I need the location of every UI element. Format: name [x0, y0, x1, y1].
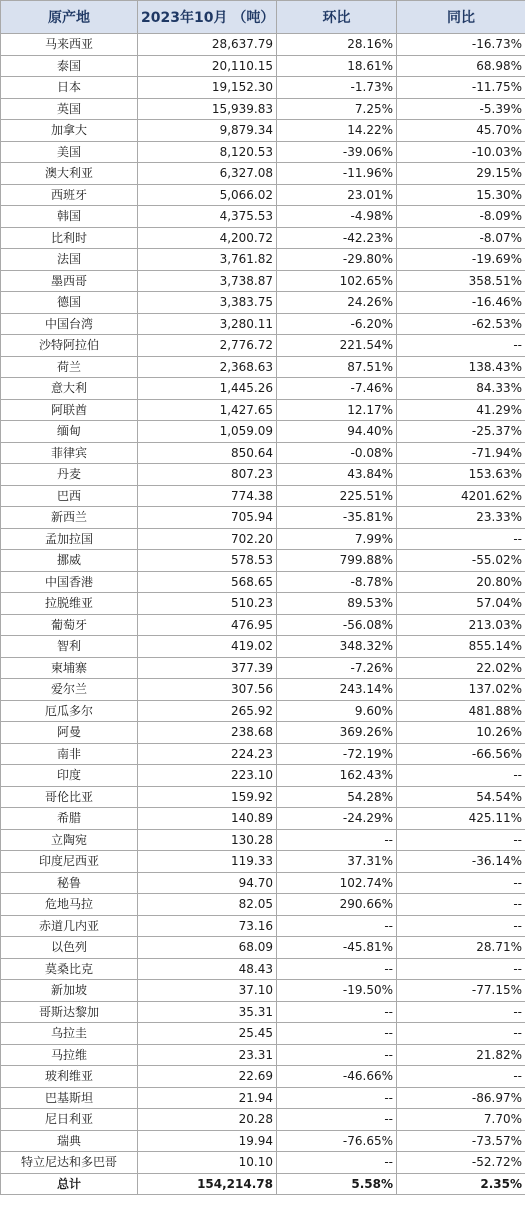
- volume-cell: 568.65: [138, 571, 277, 593]
- volume-cell: 6,327.08: [138, 163, 277, 185]
- origin-cell: 瑞典: [1, 1130, 138, 1152]
- table-row: [1, 335, 525, 357]
- table-row: [1, 120, 525, 142]
- volume-cell: 1,445.26: [138, 378, 277, 400]
- origin-cell: 印度尼西亚: [1, 851, 138, 873]
- table-body: [1, 34, 525, 1174]
- mom-cell: -46.66%: [277, 1066, 397, 1088]
- table-row: [1, 937, 525, 959]
- origin-cell: 丹麦: [1, 464, 138, 486]
- yoy-cell: -19.69%: [397, 249, 525, 271]
- mom-cell: 7.99%: [277, 528, 397, 550]
- mom-cell: --: [277, 1087, 397, 1109]
- yoy-cell: -8.07%: [397, 227, 525, 249]
- volume-cell: 3,738.87: [138, 270, 277, 292]
- mom-cell: --: [277, 1152, 397, 1174]
- mom-cell: 7.25%: [277, 98, 397, 120]
- volume-cell: 10.10: [138, 1152, 277, 1174]
- table-row: [1, 593, 525, 615]
- origin-cell: 印度: [1, 765, 138, 787]
- volume-cell: 3,761.82: [138, 249, 277, 271]
- yoy-cell: 45.70%: [397, 120, 525, 142]
- volume-cell: 774.38: [138, 485, 277, 507]
- mom-cell: 43.84%: [277, 464, 397, 486]
- mom-cell: --: [277, 915, 397, 937]
- table-row: [1, 980, 525, 1002]
- mom-cell: -56.08%: [277, 614, 397, 636]
- volume-cell: 21.94: [138, 1087, 277, 1109]
- volume-cell: 705.94: [138, 507, 277, 529]
- volume-cell: 25.45: [138, 1023, 277, 1045]
- volume-cell: 22.69: [138, 1066, 277, 1088]
- origin-cell: 尼日利亚: [1, 1109, 138, 1131]
- origin-cell: 墨西哥: [1, 270, 138, 292]
- mom-cell: --: [277, 829, 397, 851]
- origin-cell: 美国: [1, 141, 138, 163]
- yoy-cell: -66.56%: [397, 743, 525, 765]
- origin-cell: 莫桑比克: [1, 958, 138, 980]
- table-row: [1, 206, 525, 228]
- mom-cell: -39.06%: [277, 141, 397, 163]
- origin-cell: 德国: [1, 292, 138, 314]
- mom-cell: -7.26%: [277, 657, 397, 679]
- volume-cell: 119.33: [138, 851, 277, 873]
- origin-cell: 新加坡: [1, 980, 138, 1002]
- table-row: [1, 464, 525, 486]
- volume-cell: 1,059.09: [138, 421, 277, 443]
- mom-cell: -11.96%: [277, 163, 397, 185]
- origin-cell: 玻利维亚: [1, 1066, 138, 1088]
- origin-cell: 赤道几内亚: [1, 915, 138, 937]
- volume-cell: 476.95: [138, 614, 277, 636]
- yoy-cell: 68.98%: [397, 55, 525, 77]
- table-row: [1, 786, 525, 808]
- yoy-cell: 855.14%: [397, 636, 525, 658]
- yoy-cell: --: [397, 872, 525, 894]
- yoy-cell: -5.39%: [397, 98, 525, 120]
- total-yoy: 2.35%: [397, 1173, 525, 1194]
- yoy-cell: 7.70%: [397, 1109, 525, 1131]
- mom-cell: --: [277, 1023, 397, 1045]
- mom-cell: 369.26%: [277, 722, 397, 744]
- yoy-cell: --: [397, 1066, 525, 1088]
- volume-cell: 159.92: [138, 786, 277, 808]
- table-row: [1, 700, 525, 722]
- table-row: [1, 851, 525, 873]
- volume-cell: 419.02: [138, 636, 277, 658]
- volume-cell: 19.94: [138, 1130, 277, 1152]
- yoy-cell: 425.11%: [397, 808, 525, 830]
- origin-cell: 马拉维: [1, 1044, 138, 1066]
- yoy-cell: --: [397, 915, 525, 937]
- yoy-cell: --: [397, 1023, 525, 1045]
- yoy-cell: --: [397, 765, 525, 787]
- origin-cell: 希腊: [1, 808, 138, 830]
- origin-cell: 阿联酋: [1, 399, 138, 421]
- origin-cell: 葡萄牙: [1, 614, 138, 636]
- yoy-cell: -10.03%: [397, 141, 525, 163]
- origin-cell: 孟加拉国: [1, 528, 138, 550]
- table-row: [1, 378, 525, 400]
- origin-cell: 新西兰: [1, 507, 138, 529]
- origin-cell: 特立尼达和多巴哥: [1, 1152, 138, 1174]
- mom-cell: 162.43%: [277, 765, 397, 787]
- yoy-cell: 213.03%: [397, 614, 525, 636]
- yoy-cell: 84.33%: [397, 378, 525, 400]
- mom-cell: -29.80%: [277, 249, 397, 271]
- table-row: [1, 1044, 525, 1066]
- yoy-cell: 4201.62%: [397, 485, 525, 507]
- table-row: [1, 55, 525, 77]
- volume-cell: 82.05: [138, 894, 277, 916]
- table-row: [1, 1023, 525, 1045]
- header-yoy: 同比: [397, 1, 525, 34]
- mom-cell: --: [277, 1109, 397, 1131]
- volume-cell: 3,383.75: [138, 292, 277, 314]
- yoy-cell: --: [397, 894, 525, 916]
- yoy-cell: 54.54%: [397, 786, 525, 808]
- volume-cell: 5,066.02: [138, 184, 277, 206]
- table-row: [1, 528, 525, 550]
- volume-cell: 265.92: [138, 700, 277, 722]
- origin-cell: 荷兰: [1, 356, 138, 378]
- origin-cell: 中国台湾: [1, 313, 138, 335]
- origin-cell: 危地马拉: [1, 894, 138, 916]
- volume-cell: 37.10: [138, 980, 277, 1002]
- table-row: [1, 249, 525, 271]
- yoy-cell: -71.94%: [397, 442, 525, 464]
- origin-cell: 沙特阿拉伯: [1, 335, 138, 357]
- origin-cell: 秘鲁: [1, 872, 138, 894]
- volume-cell: 307.56: [138, 679, 277, 701]
- table-row: [1, 163, 525, 185]
- mom-cell: 87.51%: [277, 356, 397, 378]
- volume-cell: 702.20: [138, 528, 277, 550]
- volume-cell: 130.28: [138, 829, 277, 851]
- yoy-cell: --: [397, 1001, 525, 1023]
- volume-cell: 48.43: [138, 958, 277, 980]
- yoy-cell: -16.73%: [397, 34, 525, 56]
- table-row: [1, 227, 525, 249]
- mom-cell: 24.26%: [277, 292, 397, 314]
- header-volume: 2023年10月 （吨）: [138, 1, 277, 34]
- origin-cell: 厄瓜多尔: [1, 700, 138, 722]
- origin-cell: 缅甸: [1, 421, 138, 443]
- origin-cell: 拉脱维亚: [1, 593, 138, 615]
- volume-cell: 850.64: [138, 442, 277, 464]
- volume-cell: 807.23: [138, 464, 277, 486]
- total-row: [1, 1173, 525, 1194]
- mom-cell: --: [277, 958, 397, 980]
- origin-cell: 智利: [1, 636, 138, 658]
- volume-cell: 35.31: [138, 1001, 277, 1023]
- mom-cell: 37.31%: [277, 851, 397, 873]
- mom-cell: 14.22%: [277, 120, 397, 142]
- volume-cell: 3,280.11: [138, 313, 277, 335]
- volume-cell: 94.70: [138, 872, 277, 894]
- table-row: [1, 356, 525, 378]
- table-row: [1, 872, 525, 894]
- mom-cell: -6.20%: [277, 313, 397, 335]
- mom-cell: --: [277, 1044, 397, 1066]
- mom-cell: 28.16%: [277, 34, 397, 56]
- table-row: [1, 614, 525, 636]
- table-row: [1, 1087, 525, 1109]
- table-row: [1, 270, 525, 292]
- table-row: [1, 808, 525, 830]
- origin-cell: 立陶宛: [1, 829, 138, 851]
- table-row: [1, 292, 525, 314]
- mom-cell: -4.98%: [277, 206, 397, 228]
- mom-cell: -45.81%: [277, 937, 397, 959]
- volume-cell: 238.68: [138, 722, 277, 744]
- origin-cell: 哥伦比亚: [1, 786, 138, 808]
- yoy-cell: 29.15%: [397, 163, 525, 185]
- mom-cell: -8.78%: [277, 571, 397, 593]
- yoy-cell: 15.30%: [397, 184, 525, 206]
- origin-cell: 哥斯达黎加: [1, 1001, 138, 1023]
- table-row: [1, 894, 525, 916]
- table-row: [1, 571, 525, 593]
- origin-cell: 韩国: [1, 206, 138, 228]
- origin-cell: 西班牙: [1, 184, 138, 206]
- yoy-cell: -36.14%: [397, 851, 525, 873]
- yoy-cell: -55.02%: [397, 550, 525, 572]
- yoy-cell: -62.53%: [397, 313, 525, 335]
- table-header: [1, 1, 525, 34]
- table-row: [1, 743, 525, 765]
- yoy-cell: --: [397, 528, 525, 550]
- origin-cell: 巴西: [1, 485, 138, 507]
- volume-cell: 510.23: [138, 593, 277, 615]
- volume-cell: 140.89: [138, 808, 277, 830]
- header-origin: 原产地: [1, 1, 138, 34]
- mom-cell: 799.88%: [277, 550, 397, 572]
- mom-cell: 225.51%: [277, 485, 397, 507]
- mom-cell: 102.65%: [277, 270, 397, 292]
- volume-cell: 19,152.30: [138, 77, 277, 99]
- origin-cell: 南非: [1, 743, 138, 765]
- yoy-cell: 57.04%: [397, 593, 525, 615]
- table-row: [1, 550, 525, 572]
- table-row: [1, 1109, 525, 1131]
- table-row: [1, 399, 525, 421]
- yoy-cell: 20.80%: [397, 571, 525, 593]
- yoy-cell: -11.75%: [397, 77, 525, 99]
- table-row: [1, 1001, 525, 1023]
- table-row: [1, 657, 525, 679]
- mom-cell: 23.01%: [277, 184, 397, 206]
- mom-cell: -76.65%: [277, 1130, 397, 1152]
- origin-cell: 比利时: [1, 227, 138, 249]
- origin-cell: 日本: [1, 77, 138, 99]
- total-label: 总计: [1, 1173, 138, 1194]
- header-mom: 环比: [277, 1, 397, 34]
- mom-cell: 94.40%: [277, 421, 397, 443]
- volume-cell: 224.23: [138, 743, 277, 765]
- volume-cell: 20,110.15: [138, 55, 277, 77]
- origin-cell: 柬埔寨: [1, 657, 138, 679]
- table-row: [1, 442, 525, 464]
- table-row: [1, 184, 525, 206]
- volume-cell: 8,120.53: [138, 141, 277, 163]
- table-row: [1, 507, 525, 529]
- table-row: [1, 829, 525, 851]
- mom-cell: 12.17%: [277, 399, 397, 421]
- yoy-cell: -8.09%: [397, 206, 525, 228]
- total-mom: 5.58%: [277, 1173, 397, 1194]
- volume-cell: 9,879.34: [138, 120, 277, 142]
- table-row: [1, 722, 525, 744]
- table-row: [1, 1066, 525, 1088]
- origin-cell: 中国香港: [1, 571, 138, 593]
- table-row: [1, 34, 525, 56]
- yoy-cell: -52.72%: [397, 1152, 525, 1174]
- origin-cell: 澳大利亚: [1, 163, 138, 185]
- yoy-cell: 28.71%: [397, 937, 525, 959]
- volume-cell: 68.09: [138, 937, 277, 959]
- mom-cell: 348.32%: [277, 636, 397, 658]
- yoy-cell: 481.88%: [397, 700, 525, 722]
- table-row: [1, 421, 525, 443]
- yoy-cell: --: [397, 829, 525, 851]
- volume-cell: 28,637.79: [138, 34, 277, 56]
- yoy-cell: 137.02%: [397, 679, 525, 701]
- table-row: [1, 98, 525, 120]
- yoy-cell: --: [397, 335, 525, 357]
- mom-cell: 102.74%: [277, 872, 397, 894]
- volume-cell: 2,776.72: [138, 335, 277, 357]
- yoy-cell: 10.26%: [397, 722, 525, 744]
- yoy-cell: 41.29%: [397, 399, 525, 421]
- mom-cell: 290.66%: [277, 894, 397, 916]
- origin-cell: 以色列: [1, 937, 138, 959]
- table-row: [1, 636, 525, 658]
- origin-cell: 菲律宾: [1, 442, 138, 464]
- origin-cell: 法国: [1, 249, 138, 271]
- origin-cell: 乌拉圭: [1, 1023, 138, 1045]
- mom-cell: -0.08%: [277, 442, 397, 464]
- table-row: [1, 1130, 525, 1152]
- header-row: [1, 1, 525, 34]
- volume-cell: 20.28: [138, 1109, 277, 1131]
- table-row: [1, 1152, 525, 1174]
- table-row: [1, 958, 525, 980]
- mom-cell: 54.28%: [277, 786, 397, 808]
- table-row: [1, 485, 525, 507]
- volume-cell: 23.31: [138, 1044, 277, 1066]
- volume-cell: 15,939.83: [138, 98, 277, 120]
- mom-cell: -19.50%: [277, 980, 397, 1002]
- origin-cell: 英国: [1, 98, 138, 120]
- yoy-cell: 21.82%: [397, 1044, 525, 1066]
- mom-cell: 18.61%: [277, 55, 397, 77]
- volume-cell: 4,200.72: [138, 227, 277, 249]
- yoy-cell: 138.43%: [397, 356, 525, 378]
- volume-cell: 73.16: [138, 915, 277, 937]
- volume-cell: 578.53: [138, 550, 277, 572]
- origin-cell: 挪威: [1, 550, 138, 572]
- mom-cell: 221.54%: [277, 335, 397, 357]
- table-row: [1, 915, 525, 937]
- origin-cell: 意大利: [1, 378, 138, 400]
- yoy-cell: 22.02%: [397, 657, 525, 679]
- yoy-cell: -73.57%: [397, 1130, 525, 1152]
- yoy-cell: 358.51%: [397, 270, 525, 292]
- volume-cell: 223.10: [138, 765, 277, 787]
- origin-cell: 爱尔兰: [1, 679, 138, 701]
- volume-cell: 377.39: [138, 657, 277, 679]
- volume-cell: 4,375.53: [138, 206, 277, 228]
- total-volume: 154,214.78: [138, 1173, 277, 1194]
- yoy-cell: 153.63%: [397, 464, 525, 486]
- mom-cell: -35.81%: [277, 507, 397, 529]
- table-row: [1, 679, 525, 701]
- origin-cell: 巴基斯坦: [1, 1087, 138, 1109]
- mom-cell: -24.29%: [277, 808, 397, 830]
- yoy-cell: --: [397, 958, 525, 980]
- yoy-cell: 23.33%: [397, 507, 525, 529]
- volume-cell: 1,427.65: [138, 399, 277, 421]
- yoy-cell: -16.46%: [397, 292, 525, 314]
- table-row: [1, 765, 525, 787]
- origin-cell: 马来西亚: [1, 34, 138, 56]
- origin-cell: 泰国: [1, 55, 138, 77]
- table-footer: [1, 1173, 525, 1194]
- table-row: [1, 77, 525, 99]
- mom-cell: -1.73%: [277, 77, 397, 99]
- mom-cell: 9.60%: [277, 700, 397, 722]
- volume-cell: 2,368.63: [138, 356, 277, 378]
- table-row: [1, 141, 525, 163]
- mom-cell: -7.46%: [277, 378, 397, 400]
- mom-cell: 89.53%: [277, 593, 397, 615]
- mom-cell: -72.19%: [277, 743, 397, 765]
- mom-cell: 243.14%: [277, 679, 397, 701]
- mom-cell: -42.23%: [277, 227, 397, 249]
- yoy-cell: -86.97%: [397, 1087, 525, 1109]
- mom-cell: --: [277, 1001, 397, 1023]
- origin-cell: 阿曼: [1, 722, 138, 744]
- yoy-cell: -77.15%: [397, 980, 525, 1002]
- table-row: [1, 313, 525, 335]
- origin-cell: 加拿大: [1, 120, 138, 142]
- yoy-cell: -25.37%: [397, 421, 525, 443]
